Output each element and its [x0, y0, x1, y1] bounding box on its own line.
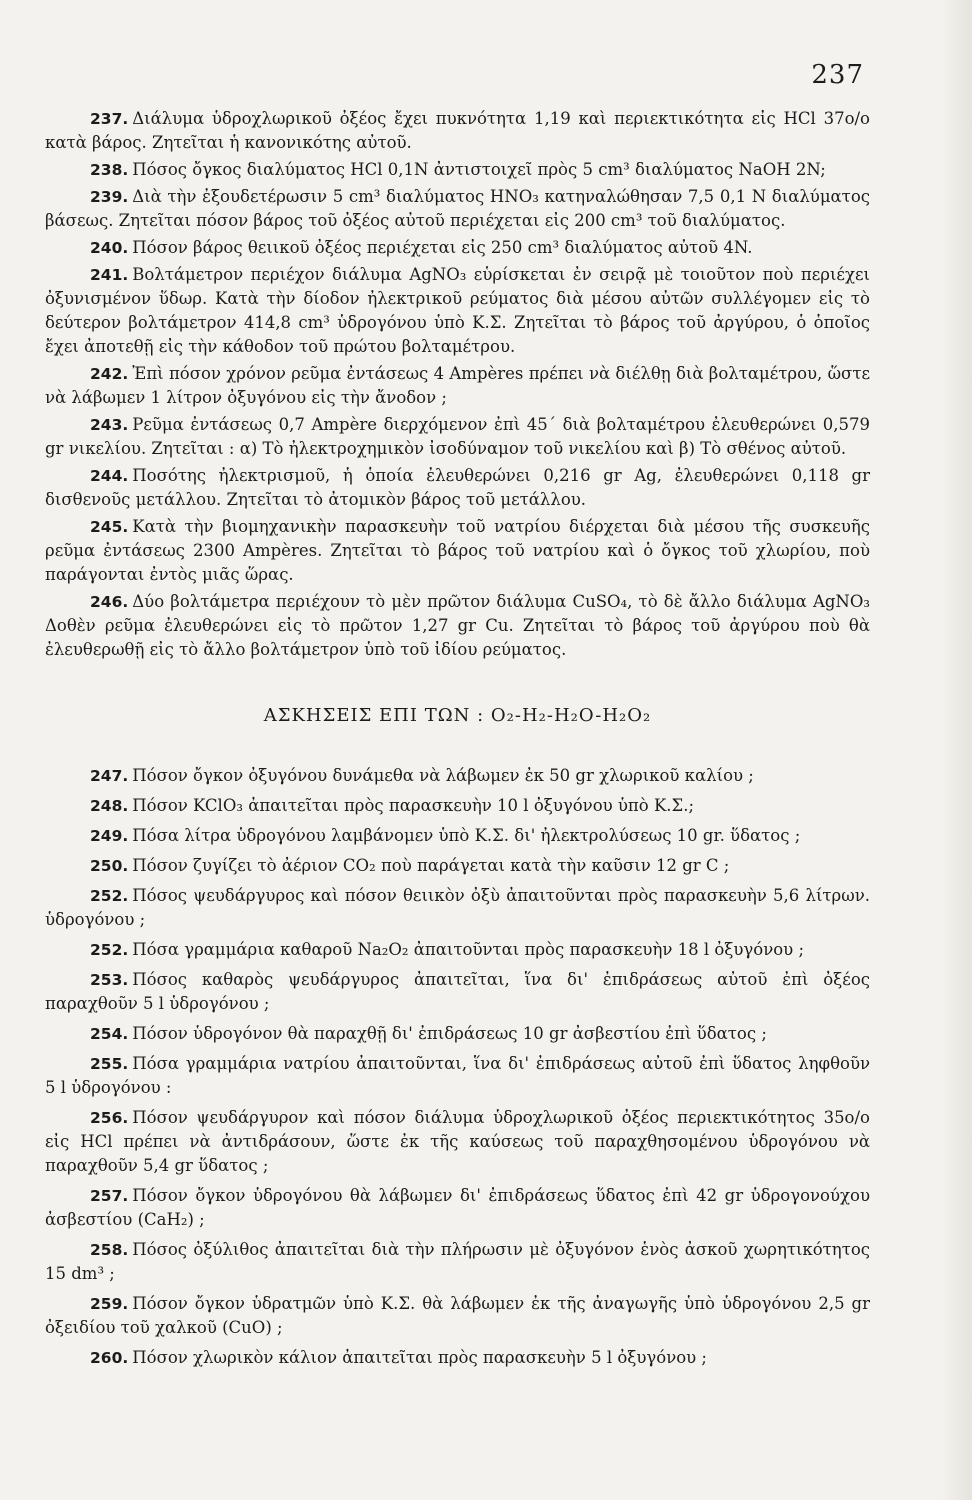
- problem-number: 256.: [90, 1109, 129, 1127]
- problem-number: 243.: [90, 416, 129, 434]
- problem-item: [45, 236, 870, 260]
- problem-text: Πόσος ὀξύλιθος ἀπαιτεῖται διὰ τὴν πλήρωσιν μὲ ὀξυγόνον ἑνὸς ἀσκοῦ χωρητικότητος 15 dm³ ;: [45, 1240, 870, 1283]
- problem-text: Πόσον KClO₃ ἀπαιτεῖται πρὸς παρασκευὴν 10 l ὀξυγόνου ὑπὸ Κ.Σ.;: [132, 796, 694, 815]
- problem-text: Ρεῦμα ἐντάσεως 0,7 Ampère διερχόμενον ἐπὶ 45΄ διὰ βολταμέτρου ἐλευθερώνει 0,579 gr νικελίου. Ζητεῖται : α) Τὸ ἠλεκτροχημικὸν ἰσοδύναμον τοῦ νικελίου καὶ β) Τὸ σθένος αὐτοῦ.: [45, 415, 870, 458]
- problem-item: [45, 413, 870, 461]
- problem-item: [45, 1238, 870, 1286]
- problem-number: 246.: [90, 593, 129, 611]
- problem-item: [45, 590, 870, 662]
- problem-text: Βολτάμετρον περιέχον διάλυμα AgNO₃ εὑρίσκεται ἐν σειρᾷ μὲ τοιοῦτον ποὺ περιέχει ὀξυνισμένον ὕδωρ. Κατὰ τὴν δίοδον ἠλεκτρικοῦ ρεύματος διὰ μέσου αὐτῶν συλλέγομεν εἰς τὸ δεύτερον βολτάμετρον 414,8 cm³ ὑδρογόνου ὑπὸ Κ.Σ. Ζητεῖται τὸ βάρος τοῦ ἀργύρου, ὁ ὁποῖος ἔχει ἀποτεθῇ εἰς τὴν κάθοδον τοῦ πρώτου βολταμέτρου.: [45, 265, 870, 356]
- problem-number: 250.: [90, 857, 129, 875]
- problem-number: 255.: [90, 1055, 129, 1073]
- problem-item: [45, 1292, 870, 1340]
- problem-item: [45, 1052, 870, 1100]
- page-number: 237: [811, 60, 864, 90]
- problem-item: [45, 158, 870, 182]
- section-title: ΑΣΚΗΣΕΙΣ ΕΠΙ ΤΩΝ : O₂-H₂-H₂O-H₂O₂: [263, 705, 652, 726]
- problem-item: [45, 1022, 870, 1046]
- problems-part-1: [45, 107, 870, 662]
- problem-text: Κατὰ τὴν βιομηχανικὴν παρασκευὴν τοῦ νατρίου διέρχεται διὰ μέσου τῆς συσκευῆς ρεῦμα ἐντάσεως 2300 Ampères. Ζητεῖται τὸ βάρος τοῦ νατρίου καὶ ὁ ὄγκος τοῦ χλωρίου, ποὺ παράγονται ἐντὸς μιᾶς ὥρας.: [45, 517, 870, 584]
- problem-list: [45, 107, 870, 1376]
- problem-text: Πόσον ὑδρογόνον θὰ παραχθῇ δι' ἐπιδράσεως 10 gr ἀσβεστίου ἐπὶ ὕδατος ;: [132, 1024, 767, 1043]
- problem-text: Πόσα λίτρα ὑδρογόνου λαμβάνομεν ὑπὸ Κ.Σ. δι' ἠλεκτρολύσεως 10 gr. ὕδατος ;: [132, 826, 801, 845]
- problem-number: 260.: [90, 1349, 129, 1367]
- problem-number: 258.: [90, 1241, 129, 1259]
- problem-text: Πόσα γραμμάρια νατρίου ἀπαιτοῦνται, ἵνα δι' ἐπιδράσεως αὐτοῦ ἐπὶ ὕδατος ληφθοῦν 5 l ὑδρογόνου :: [45, 1054, 870, 1097]
- problem-number: 254.: [90, 1025, 129, 1043]
- problem-item: [45, 1106, 870, 1178]
- problem-number: 238.: [90, 161, 129, 179]
- problem-text: Πόσον βάρος θειικοῦ ὀξέος περιέχεται εἰς 250 cm³ διαλύματος αὐτοῦ 4N.: [132, 238, 753, 257]
- problem-item: [45, 884, 870, 932]
- problem-text: Πόσα γραμμάρια καθαροῦ Na₂O₂ ἀπαιτοῦνται πρὸς παρασκευὴν 18 l ὀξυγόνου ;: [132, 940, 805, 959]
- problem-text: Πόσον ζυγίζει τὸ ἀέριον CO₂ ποὺ παράγεται κατὰ τὴν καῦσιν 12 gr C ;: [132, 856, 730, 875]
- problem-number: 253.: [90, 971, 129, 989]
- problem-item: [45, 515, 870, 587]
- page-edge-shadow: [942, 0, 972, 1500]
- problem-number: 240.: [90, 239, 129, 257]
- problem-text: Διὰ τὴν ἐξουδετέρωσιν 5 cm³ διαλύματος HNO₃ κατηναλώθησαν 7,5 0,1 N διαλύματος βάσεως. Ζητεῖται πόσον βάρος τοῦ ὀξέος αὐτοῦ περιέχεται εἰς 200 cm³ τοῦ διαλύματος.: [45, 187, 870, 230]
- problem-item: [45, 1184, 870, 1232]
- problem-number: 252.: [90, 941, 129, 959]
- problem-number: 247.: [90, 767, 129, 785]
- problem-text: Διάλυμα ὑδροχλωρικοῦ ὀξέος ἔχει πυκνότητα 1,19 καὶ περιεκτικότητα εἰς HCl 37ο/ο κατὰ βάρος. Ζητεῖται ἡ κανονικότης αὐτοῦ.: [45, 109, 870, 152]
- problem-item: [45, 185, 870, 233]
- problem-text: Πόσον ὄγκον ὀξυγόνου δυνάμεθα νὰ λάβωμεν ἐκ 50 gr χλωρικοῦ καλίου ;: [132, 766, 754, 785]
- problem-text: Ποσότης ἠλεκτρισμοῦ, ἡ ὁποία ἐλευθερώνει 0,216 gr Ag, ἐλευθερώνει 0,118 gr δισθενοῦς μετάλλου. Ζητεῖται τὸ ἀτομικὸν βάρος τοῦ μετάλλου.: [45, 466, 870, 509]
- problems-part-2: [45, 764, 870, 1370]
- problem-number: 248.: [90, 797, 129, 815]
- problem-item: [45, 1346, 870, 1370]
- problem-item: [45, 794, 870, 818]
- problem-text: Πόσος ψευδάργυρος καὶ πόσον θειικὸν ὀξὺ ἀπαιτοῦνται πρὸς παρασκευὴν 5,6 λίτρων. ὑδρογόνου ;: [45, 886, 870, 929]
- problem-number: 237.: [90, 110, 129, 128]
- problem-item: [45, 968, 870, 1016]
- problem-text: Πόσον ὄγκον ὑδρατμῶν ὑπὸ Κ.Σ. θὰ λάβωμεν ἐκ τῆς ἀναγωγῆς ὑπὸ ὑδρογόνου 2,5 gr ὀξειδίου τοῦ χαλκοῦ (CuO) ;: [45, 1294, 870, 1337]
- problem-text: Δύο βολτάμετρα περιέχουν τὸ μὲν πρῶτον διάλυμα CuSO₄, τὸ δὲ ἄλλο διάλυμα AgNO₃ Δοθὲν ρεῦμα ἐλευθερώνει εἰς τὸ πρῶτον 1,27 gr Cu. Ζητεῖται τὸ βάρος τοῦ ἀργύρου ποὺ θὰ ἐλευθερωθῇ εἰς τὸ ἄλλο βολτάμετρον ὑπὸ τοῦ ἰδίου ρεύματος.: [45, 592, 870, 659]
- problem-number: 257.: [90, 1187, 129, 1205]
- problem-item: [45, 362, 870, 410]
- problem-number: 249.: [90, 827, 129, 845]
- problem-item: [45, 764, 870, 788]
- problem-number: 242.: [90, 365, 129, 383]
- problem-number: 245.: [90, 518, 129, 536]
- problem-item: [45, 938, 870, 962]
- problem-text: Πόσος ὄγκος διαλύματος HCl 0,1N ἀντιστοιχεῖ πρὸς 5 cm³ διαλύματος NaOH 2N;: [132, 160, 826, 179]
- problem-number: 252.: [90, 887, 129, 905]
- problem-item: [45, 464, 870, 512]
- problem-number: 259.: [90, 1295, 129, 1313]
- problem-text: Πόσος καθαρὸς ψευδάργυρος ἀπαιτεῖται, ἵνα δι' ἐπιδράσεως αὐτοῦ ἐπὶ ὀξέος παραχθοῦν 5 l ὑδρογόνου ;: [45, 970, 870, 1013]
- problem-item: [45, 263, 870, 359]
- problem-text: Ἐπὶ πόσον χρόνον ρεῦμα ἐντάσεως 4 Ampères πρέπει νὰ διέλθῃ διὰ βολταμέτρου, ὥστε νὰ λάβωμεν 1 λίτρον ὀξυγόνου εἰς τὴν ἄνοδον ;: [45, 364, 870, 407]
- problem-number: 244.: [90, 467, 129, 485]
- problem-text: Πόσον ὄγκον ὑδρογόνου θὰ λάβωμεν δι' ἐπιδράσεως ὕδατος ἐπὶ 42 gr ὑδρογονούχου ἀσβεστίου (CaH₂) ;: [45, 1186, 870, 1229]
- problem-number: 239.: [90, 188, 129, 206]
- problem-item: [45, 107, 870, 155]
- problem-text: Πόσον χλωρικὸν κάλιον ἀπαιτεῖται πρὸς παρασκευὴν 5 l ὀξυγόνου ;: [132, 1348, 707, 1367]
- problem-text: Πόσον ψευδάργυρον καὶ πόσον διάλυμα ὑδροχλωρικοῦ ὀξέος περιεκτικότητος 35ο/ο εἰς HCl πρέπει νὰ ἀντιδράσουν, ὥστε ἐκ τῆς καύσεως τοῦ παραχθησομένου ὑδρογόνου νὰ παραχθοῦν 5,4 gr ὕδατος ;: [45, 1108, 870, 1175]
- problem-item: [45, 854, 870, 878]
- problem-item: [45, 824, 870, 848]
- problem-number: 241.: [90, 266, 129, 284]
